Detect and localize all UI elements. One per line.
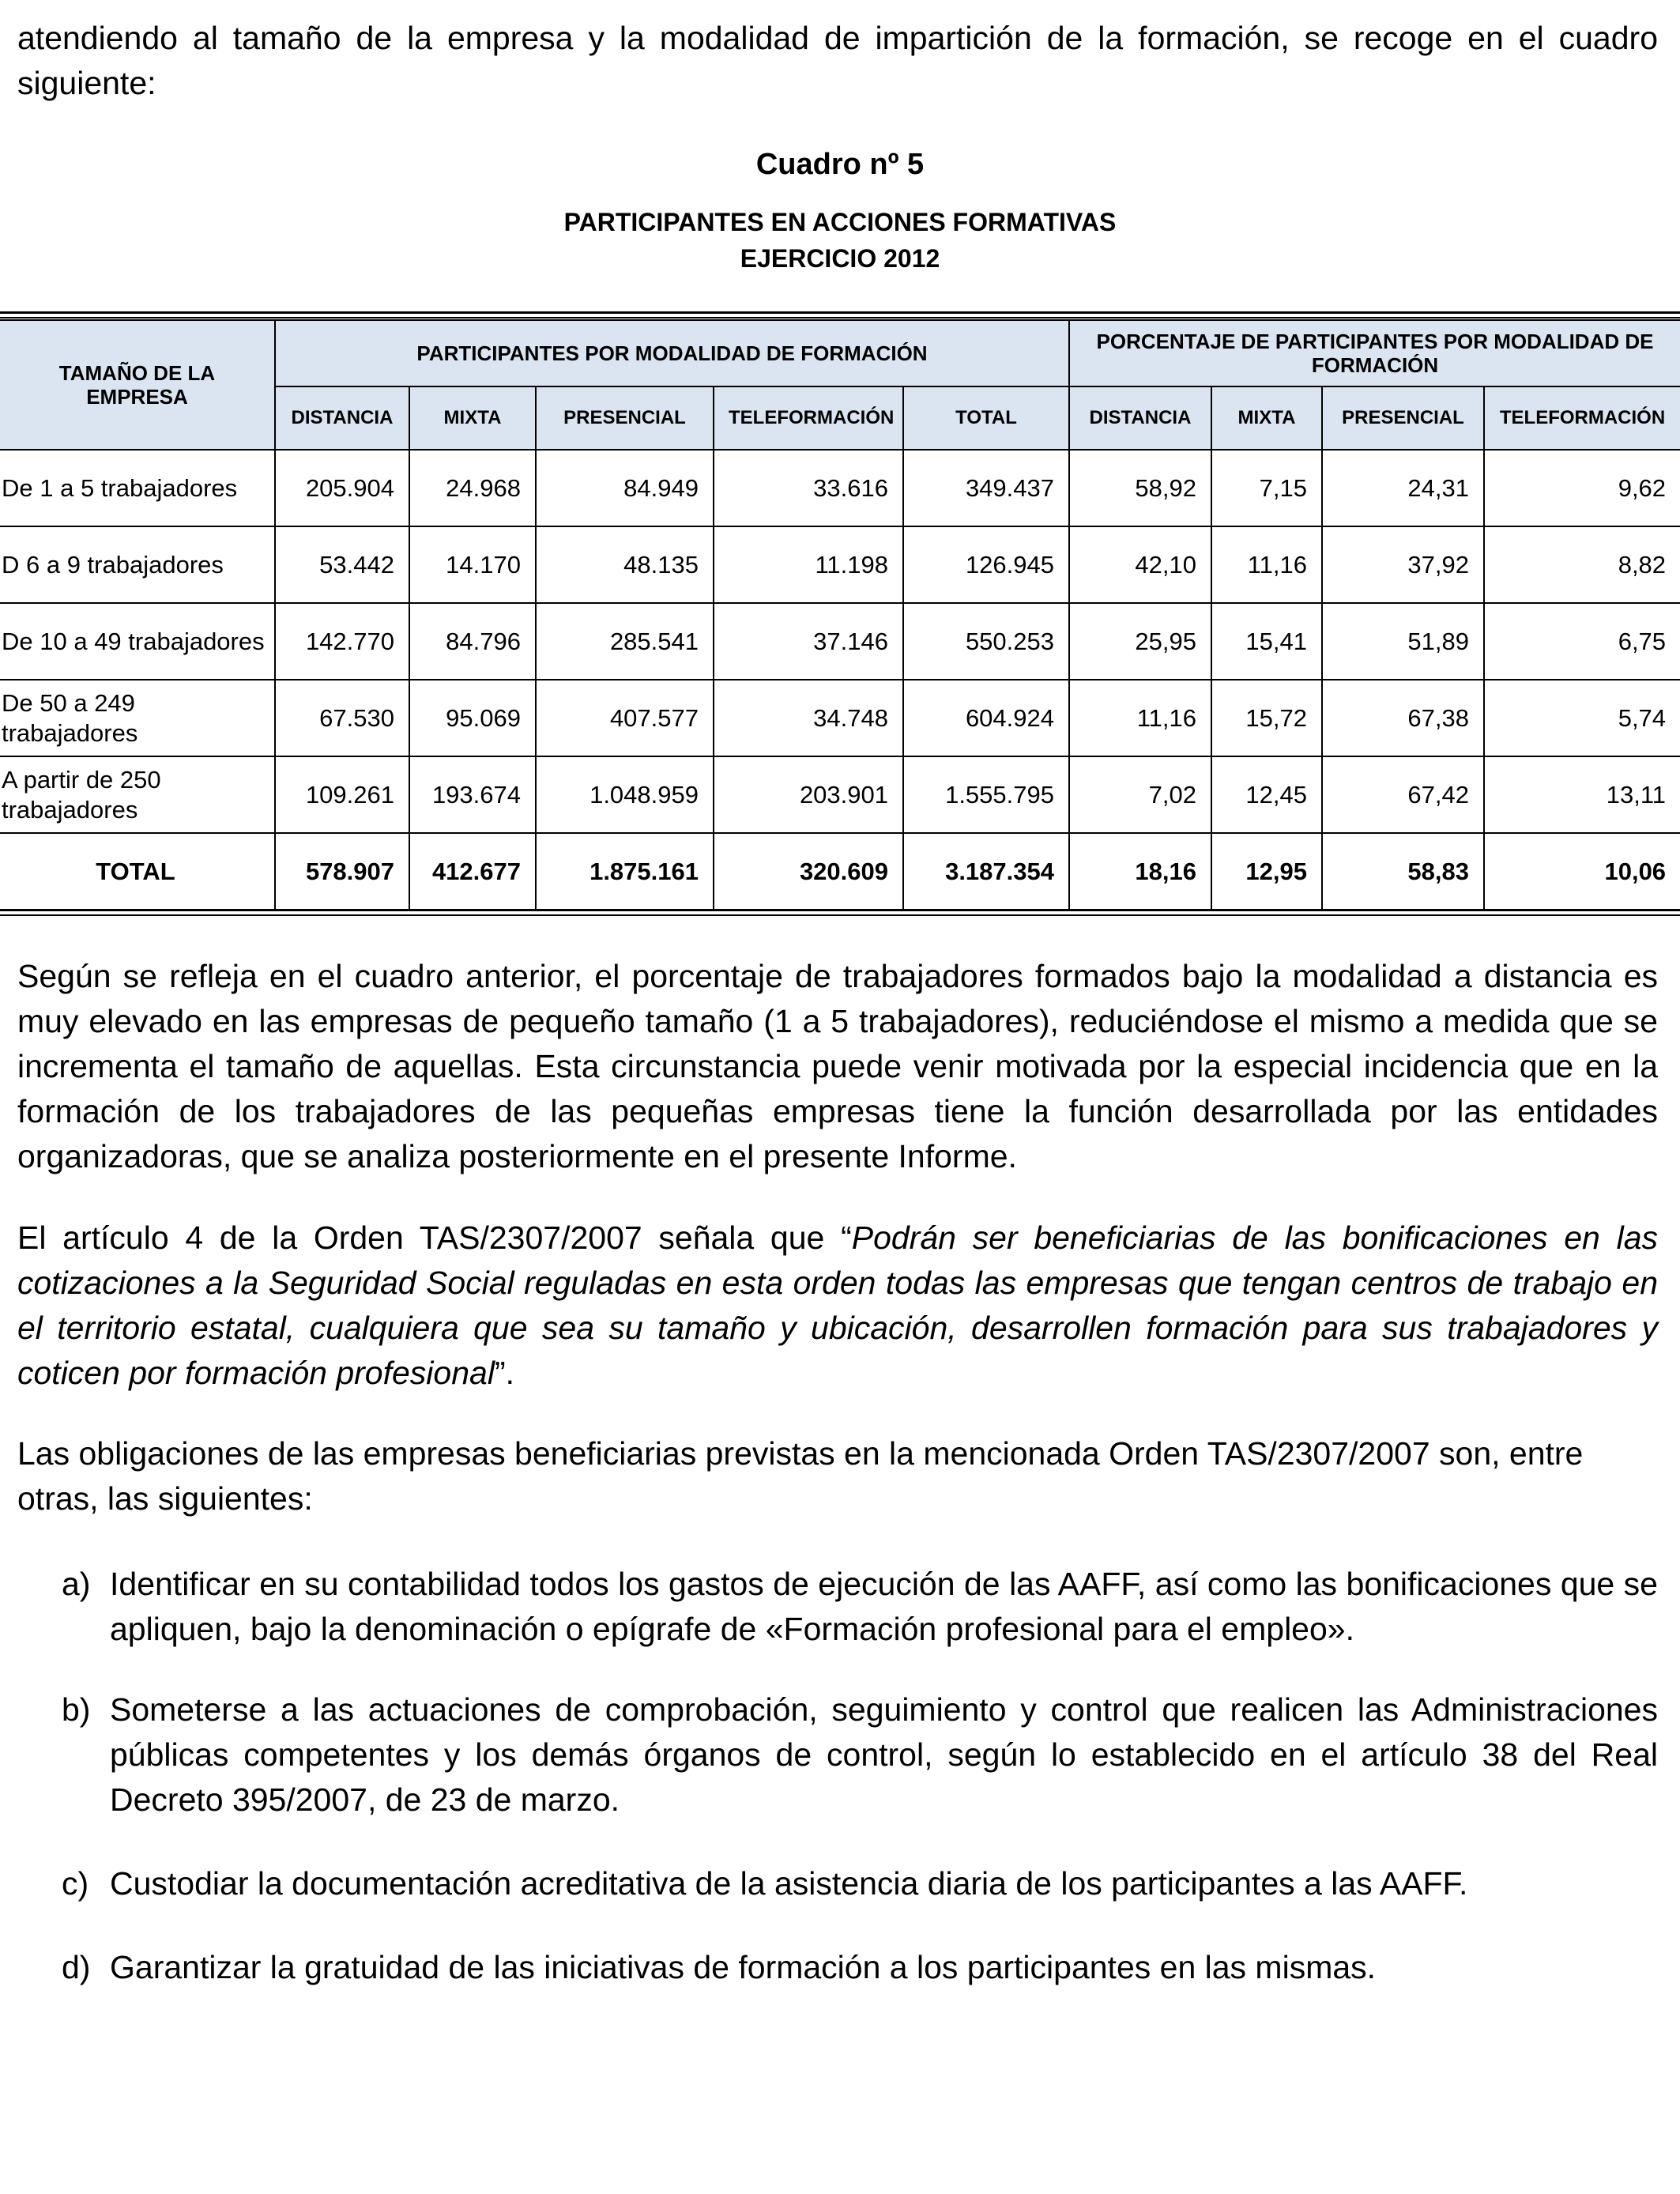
table-cell: 84.949 [536, 450, 714, 526]
row-label: A partir de 250 trabajadores [0, 756, 275, 833]
column-header: DISTANCIA [275, 386, 409, 450]
analysis-paragraph: Según se refleja en el cuadro anterior, el porcentaje de trabajadores formados bajo la modalidad a distancia es muy elevado en las empresas de pequeño tamaño (1 a 5 trabajadores), reduciéndose el mismo a medida que se incrementa el tamaño de aquellas. Esta circunstancia puede venir motivada por la especial incidencia que en la formación de los trabajadores de las pequeñas empresas tiene la función desarrollada por las entidades organizadoras, que se analiza posteriormente en el presente Informe. [17, 958, 1658, 1174]
table-subtitle-year: EJERCICIO 2012 [740, 244, 940, 273]
table-row [0, 450, 1680, 526]
table-cell: 550.253 [903, 603, 1069, 680]
table-cell: 407.577 [536, 680, 714, 756]
table-row [0, 526, 1680, 603]
table-cell: 15,72 [1211, 680, 1322, 756]
table-cell: 6,75 [1484, 603, 1680, 680]
table-cell: 18,16 [1069, 833, 1211, 910]
header-percentage-group: PORCENTAJE DE PARTICIPANTES POR MODALIDAD DE FORMACIÓN [1069, 320, 1680, 386]
table-cell: 67,38 [1322, 680, 1484, 756]
table-cell: 9,62 [1484, 450, 1680, 526]
intro-paragraph: atendiendo al tamaño de la empresa y la modalidad de impartición de la formación, se recoge en el cuadro siguiente: [17, 20, 1658, 101]
table-cell: 25,95 [1069, 603, 1211, 680]
list-marker: b) [62, 1691, 91, 1728]
column-header: MIXTA [1211, 386, 1322, 450]
table-cell: 12,45 [1211, 756, 1322, 833]
table-cell: 126.945 [903, 526, 1069, 603]
article-lead: El artículo 4 de la Orden TAS/2307/2007 señala que “ [17, 1220, 852, 1256]
table-cell: 24.968 [409, 450, 536, 526]
table-bottom-rule [0, 909, 1680, 911]
table-cell: 37.146 [714, 603, 903, 680]
table-cell: 34.748 [714, 680, 903, 756]
row-label: De 50 a 249 trabajadores [0, 680, 275, 756]
table-subtitle: PARTICIPANTES EN ACCIONES FORMATIVAS [563, 208, 1117, 236]
list-marker: c) [62, 1865, 89, 1902]
table-cell: 48.135 [536, 526, 714, 603]
table-cell: 58,83 [1322, 833, 1484, 910]
obligations-paragraph: Las obligaciones de las empresas beneficiarias previstas en la mencionada Orden TAS/2307/2007 son, entre otras, las siguientes: [17, 1435, 1584, 1517]
column-header: PRESENCIAL [1322, 386, 1484, 450]
table-cell: 14.170 [409, 526, 536, 603]
header-company-size: TAMAÑO DE LA EMPRESA [0, 320, 275, 450]
article-quote: Podrán ser beneficiarias de las bonificaciones en las cotizaciones a la Seguridad Social reguladas en esta orden todas las empresas que tengan centros de trabajo en el territorio estatal, cualquiera que sea su tamaño y ubicación, desarrollen formación para sus trabajadores y coticen por formación profesional [17, 1220, 1658, 1391]
table-cell: 1.048.959 [536, 756, 714, 833]
table-title: Cuadro nº 5 [755, 148, 925, 181]
table-top-rule-thin [0, 317, 1680, 319]
table-cell: 109.261 [275, 756, 409, 833]
participants-table [0, 319, 1680, 910]
table-cell: 51,89 [1322, 603, 1484, 680]
list-marker: d) [62, 1949, 91, 1985]
table-cell: 7,02 [1069, 756, 1211, 833]
article-paragraph [17, 1216, 1658, 1396]
table-cell: 67.530 [275, 680, 409, 756]
article-tail: ”. [494, 1355, 514, 1391]
table-cell: 320.609 [714, 833, 903, 910]
table-cell: 11,16 [1211, 526, 1322, 603]
table-cell: 7,15 [1211, 450, 1322, 526]
table-cell: 37,92 [1322, 526, 1484, 603]
table-cell: 142.770 [275, 603, 409, 680]
list-text: Custodiar la documentación acreditativa de la asistencia diaria de los participantes a las AAFF. [110, 1865, 1468, 1902]
list-text: Garantizar la gratuidad de las iniciativas de formación a los participantes en las mismas. [110, 1949, 1377, 1985]
table-cell: 67,42 [1322, 756, 1484, 833]
table-cell: 53.442 [275, 526, 409, 603]
table-cell: 412.677 [409, 833, 536, 910]
table-cell: 11,16 [1069, 680, 1211, 756]
table-cell: 95.069 [409, 680, 536, 756]
column-header: DISTANCIA [1069, 386, 1211, 450]
table-cell: 349.437 [903, 450, 1069, 526]
table-row [0, 680, 1680, 756]
column-header: PRESENCIAL [536, 386, 714, 450]
table-cell: 578.907 [275, 833, 409, 910]
table-bottom-rule-thin [0, 914, 1680, 916]
column-header: TOTAL [903, 386, 1069, 450]
row-label: TOTAL [0, 833, 275, 910]
table-cell: 42,10 [1069, 526, 1211, 603]
table-cell: 24,31 [1322, 450, 1484, 526]
column-header: MIXTA [409, 386, 536, 450]
table-cell: 33.616 [714, 450, 903, 526]
table-row [0, 833, 1680, 910]
table-cell: 285.541 [536, 603, 714, 680]
table-cell: 8,82 [1484, 526, 1680, 603]
table-row [0, 756, 1680, 833]
table-cell: 1.875.161 [536, 833, 714, 910]
table-cell: 10,06 [1484, 833, 1680, 910]
table-cell: 203.901 [714, 756, 903, 833]
column-header: TELEFORMACIÓN [1484, 386, 1680, 450]
table-cell: 5,74 [1484, 680, 1680, 756]
table-top-rule [0, 311, 1680, 314]
column-header: TELEFORMACIÓN [714, 386, 903, 450]
table-cell: 1.555.795 [903, 756, 1069, 833]
table-cell: 13,11 [1484, 756, 1680, 833]
list-text: Someterse a las actuaciones de comprobación, seguimiento y control que realicen las Administraciones públicas competentes y los demás órganos de control, según lo establecido en el artículo 38 del Real Decreto 395/2007, de 23 de marzo. [110, 1691, 1658, 1818]
list-marker: a) [62, 1566, 91, 1602]
header-participants-group: PARTICIPANTES POR MODALIDAD DE FORMACIÓN [275, 320, 1069, 386]
table-cell: 58,92 [1069, 450, 1211, 526]
table-cell: 11.198 [714, 526, 903, 603]
table-cell: 12,95 [1211, 833, 1322, 910]
table-row [0, 603, 1680, 680]
row-label: De 1 a 5 trabajadores [0, 450, 275, 526]
table-cell: 84.796 [409, 603, 536, 680]
table-cell: 15,41 [1211, 603, 1322, 680]
table-cell: 205.904 [275, 450, 409, 526]
row-label: D 6 a 9 trabajadores [0, 526, 275, 603]
list-text: Identificar en su contabilidad todos los gastos de ejecución de las AAFF, así como las bonificaciones que se apliquen, bajo la denominación o epígrafe de «Formación profesional para el empleo». [110, 1566, 1658, 1647]
table-cell: 193.674 [409, 756, 536, 833]
row-label: De 10 a 49 trabajadores [0, 603, 275, 680]
table-cell: 3.187.354 [903, 833, 1069, 910]
table-cell: 604.924 [903, 680, 1069, 756]
